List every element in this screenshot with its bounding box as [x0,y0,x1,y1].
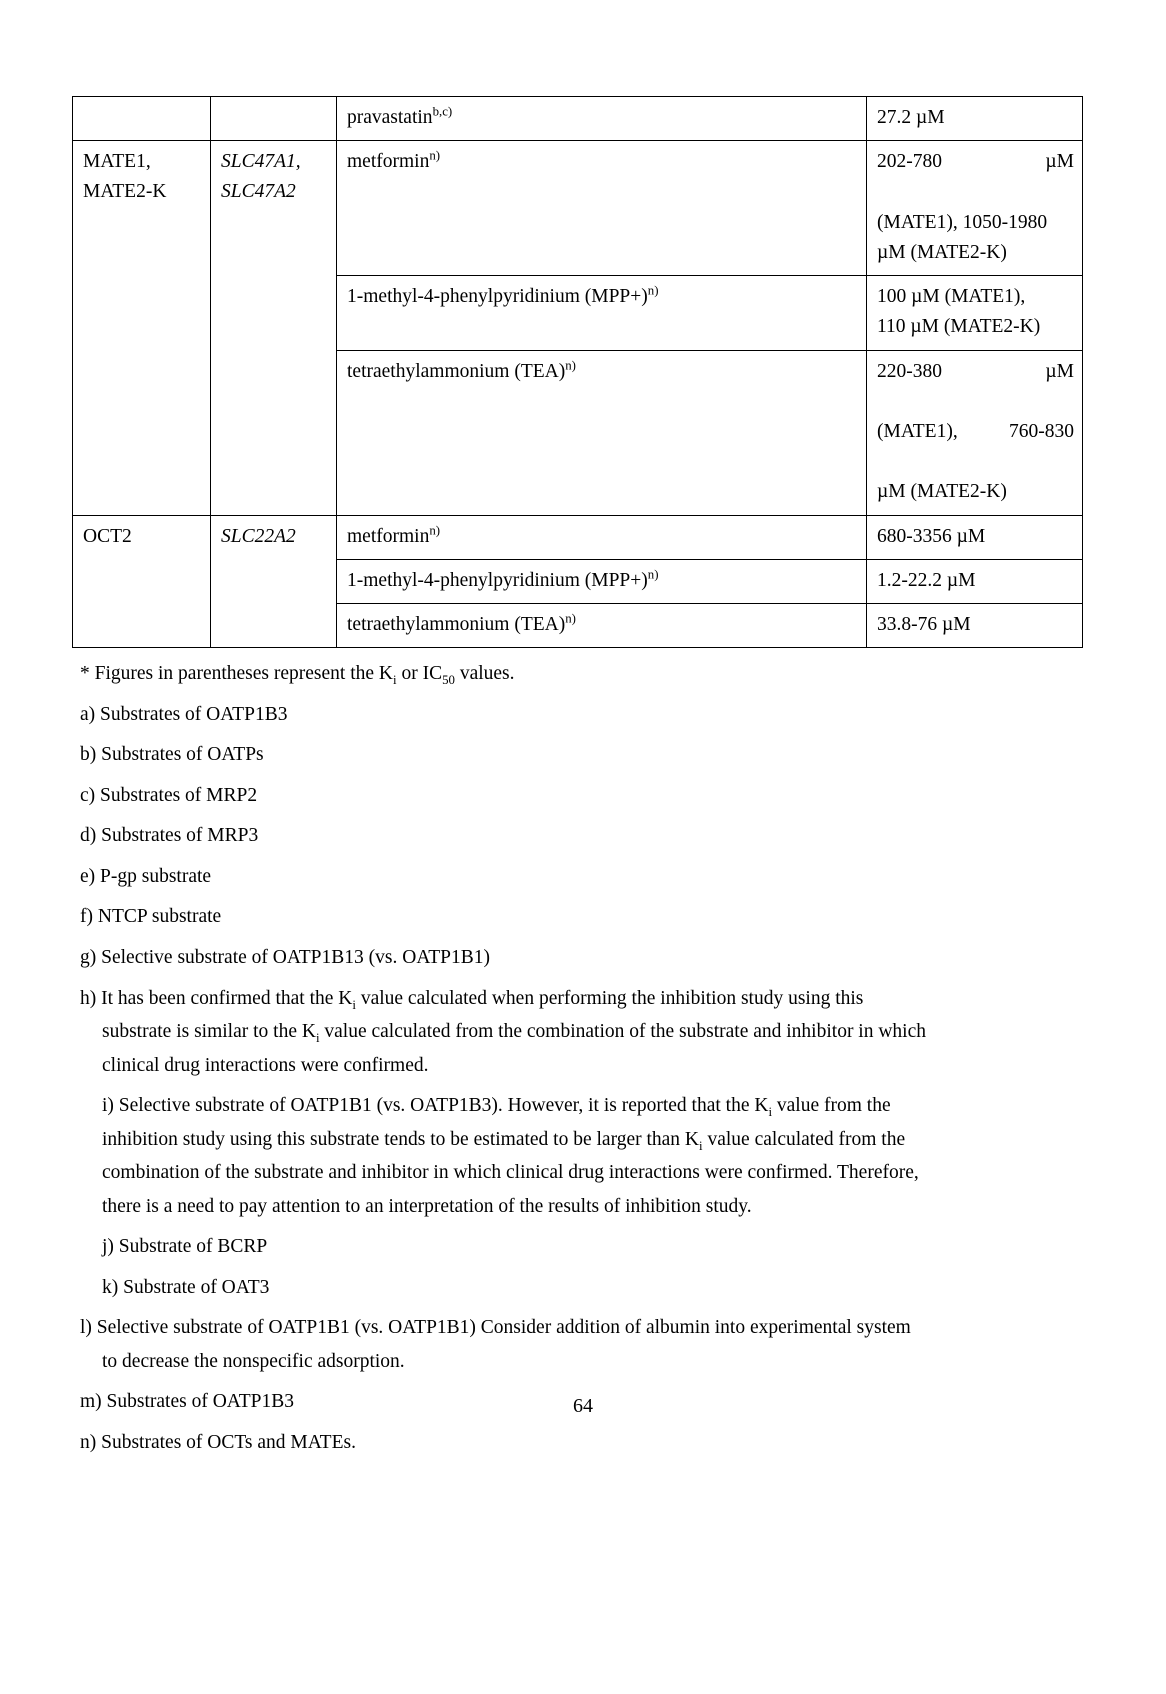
footnote-h-line3: clinical drug interactions were confirmed. [102,1054,429,1076]
cell-protein [73,141,211,515]
protein-name: OCT2 [83,525,132,547]
footnote-text: * Figures in parentheses represent the K [80,663,393,685]
subscript-i: i [768,1105,773,1120]
table-row [73,515,1083,559]
cell-value [867,141,1083,276]
cell-substrate [337,515,867,559]
cell-value [867,350,1083,515]
gene-line: SLC47A2 [221,181,296,203]
page-number: 64 [573,1395,593,1417]
table-row [73,141,1083,276]
cell-substrate [337,276,867,350]
footnote-i-line4: there is a need to pay attention to an interpretation of the results of inhibition study. [102,1195,752,1217]
substrate-name: metformin [347,151,430,173]
subscript-50: 50 [442,673,455,688]
value-line: 680-3356 µM [877,525,986,547]
cell-protein [73,515,211,648]
subscript-i: i [352,997,356,1012]
value-line: (MATE1), 760-830 [877,420,1074,442]
footnote-d: d) Substrates of MRP3 [80,825,259,847]
substrate-name: 1-methyl-4-phenylpyridinium (MPP+) [347,286,648,308]
substrate-footnote-marker: n) [565,611,576,626]
gene-line: SLC47A1, [221,151,301,173]
value-line: 100 µM (MATE1), [877,286,1026,308]
substrate-footnote-marker: n) [565,358,576,373]
value-line: 33.8-76 µM [877,614,971,636]
cell-substrate [337,350,867,515]
footnotes-section [72,657,1036,1459]
substrate-footnote-marker: n) [429,523,441,538]
footnote-a: a) Substrates of OATP1B3 [80,703,288,725]
value-line: 1.2-22.2 µM [877,569,976,591]
value-line: µM (MATE2-K) [877,481,1007,503]
subscript-i: i [393,673,397,688]
cell-value [867,604,1083,648]
footnote-text: value from the [772,1095,891,1117]
footnote-f: f) NTCP substrate [80,906,222,928]
footnote-i-line2 [102,1123,1036,1157]
value-line: 202-780 µM [877,151,1074,173]
cell-substrate [337,141,867,276]
substrate-name: pravastatin [347,107,433,128]
value-line: 110 µM (MATE2-K) [877,316,1041,338]
substrate-footnote-marker: n) [429,148,441,163]
footnote-h-line2 [102,1015,1036,1049]
footnote-text: i) Selective substrate of OATP1B1 (vs. OATP1B3). However, it is reported that the K [102,1095,769,1117]
footnote-l [80,1311,1036,1378]
footnote-h [80,982,1036,1083]
footnote-g: g) Selective substrate of OATP1B13 (vs. OATP1B1) [80,947,491,968]
footnote-text: substrate is similar to the K [102,1021,316,1043]
cell-substrate [337,559,867,603]
cell-protein [73,97,211,141]
footnote-j: j) Substrate of BCRP [102,1236,268,1258]
gene-name: SLC22A2 [221,525,296,547]
cell-gene [211,515,337,648]
value-line: (MATE1), 1050-1980 [877,211,1048,233]
cell-value [867,515,1083,559]
substrate-name: 1-methyl-4-phenylpyridinium (MPP+) [347,569,648,591]
cell-gene [211,97,337,141]
cell-value [867,559,1083,603]
substrate-name: metformin [347,525,430,547]
footnote-e: e) P-gp substrate [80,865,212,887]
footnote-c: c) Substrates of MRP2 [80,784,258,806]
value-line: 220-380 µM [877,360,1074,382]
value-line: µM (MATE2-K) [877,241,1007,263]
value-line: 27.2 µM [877,107,945,128]
footnote-text: or IC [396,663,443,685]
cell-gene [211,141,337,515]
footnote-b: b) Substrates of OATPs [80,744,264,766]
protein-line: MATE2-K [83,181,167,203]
substrate-footnote-marker: n) [647,567,659,582]
footnote-n: n) Substrates of OCTs and MATEs. [80,1431,356,1453]
table-row [73,97,1083,141]
footnote-text: value calculated when performing the inhibition study using this [355,987,864,1009]
substrate-name: tetraethylammonium (TEA) [347,614,566,636]
protein-line: MATE1, [83,151,151,173]
subscript-i: i [699,1138,703,1153]
cell-value [867,97,1083,141]
footnote-text: values. [454,663,515,685]
footnote-text: l) Selective substrate of OATP1B1 (vs. OATP1B1) Consider addition of albumin into experimental system [80,1317,911,1339]
footnote-text: inhibition study using this substrate tends to be estimated to be larger than K [102,1128,700,1150]
footnote-i-line3: combination of the substrate and inhibitor in which clinical drug interactions were confirmed. Therefore, [102,1162,919,1184]
cell-value [867,276,1083,350]
cell-substrate [337,97,867,141]
footnote-text: value calculated from the combination of the substrate and inhibitor in which [319,1021,927,1043]
footnote-text: value calculated from the [702,1128,906,1150]
substrate-name: tetraethylammonium (TEA) [347,360,566,382]
footnote-text: h) It has been confirmed that the K [80,987,353,1009]
cell-substrate [337,604,867,648]
subscript-i: i [315,1030,320,1045]
footnote-m: m) Substrates of OATP1B3 [80,1391,294,1413]
footnote-asterisk [80,657,1036,691]
footnote-i [102,1089,1036,1223]
substrate-footnote-marker: n) [647,283,659,298]
transporter-substrate-table [72,96,1083,648]
footnote-l-line2: to decrease the nonspecific adsorption. [102,1350,405,1372]
footnote-k: k) Substrate of OAT3 [102,1276,270,1298]
substrate-footnote-marker: b,c) [432,104,453,119]
